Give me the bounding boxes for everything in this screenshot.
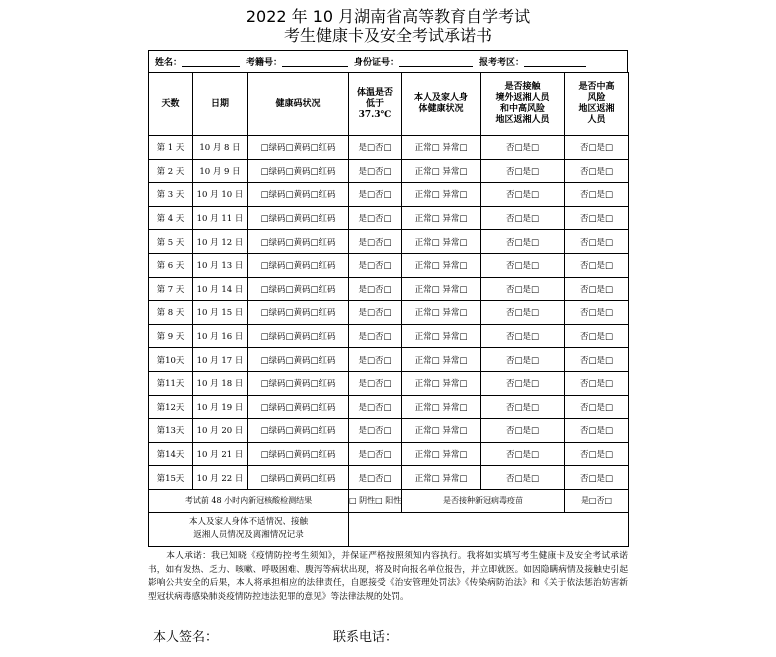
nucleic-test-options[interactable]: □ 阴性□ 阳性 (349, 489, 402, 512)
discomfort-record-row (149, 512, 629, 546)
temperature-options[interactable]: 是□否□ (349, 206, 402, 230)
day-cell: 第 9 天 (149, 324, 193, 348)
health-code-options[interactable]: □绿码□黄码□红码 (248, 419, 349, 443)
risk-area-options[interactable]: 否□是□ (565, 230, 629, 254)
family-health-options[interactable]: 正常□ 异常□ (402, 159, 481, 183)
phone-label: 联系电话： (333, 630, 399, 645)
health-code-options[interactable]: □绿码□黄码□红码 (248, 159, 349, 183)
health-code-options[interactable]: □绿码□黄码□红码 (248, 136, 349, 160)
contact-options[interactable]: 否□是□ (481, 253, 565, 277)
health-code-options[interactable]: □绿码□黄码□红码 (248, 395, 349, 419)
table-row (149, 395, 629, 419)
date-cell: 10 月 10 日 (193, 183, 248, 207)
date-cell: 10 月 22 日 (193, 466, 248, 490)
temperature-options[interactable]: 是□否□ (349, 183, 402, 207)
temperature-options[interactable]: 是□否□ (349, 371, 402, 395)
family-health-options[interactable]: 正常□ 异常□ (402, 442, 481, 466)
day-cell: 第13天 (149, 419, 193, 443)
header-day: 天数 (149, 73, 193, 136)
contact-options[interactable]: 否□是□ (481, 371, 565, 395)
contact-options[interactable]: 否□是□ (481, 230, 565, 254)
temperature-options[interactable]: 是□否□ (349, 230, 402, 254)
contact-options[interactable]: 否□是□ (481, 442, 565, 466)
contact-options[interactable]: 否□是□ (481, 348, 565, 372)
signature-label: 本人签名： (153, 630, 219, 645)
day-cell: 第 3 天 (149, 183, 193, 207)
header-date: 日期 (193, 73, 248, 136)
contact-options[interactable]: 否□是□ (481, 183, 565, 207)
header-contact: 是否接触 境外返湘人员 和中高风险 地区返湘人员 (481, 73, 565, 136)
date-cell: 10 月 21 日 (193, 442, 248, 466)
header-row (149, 73, 629, 136)
temperature-options[interactable]: 是□否□ (349, 395, 402, 419)
health-code-options[interactable]: □绿码□黄码□红码 (248, 206, 349, 230)
family-health-options[interactable]: 正常□ 异常□ (402, 348, 481, 372)
table-row (149, 466, 629, 490)
contact-options[interactable]: 否□是□ (481, 466, 565, 490)
vaccine-options[interactable]: 是□否□ (565, 489, 629, 512)
nucleic-test-label: 考试前 48 小时内新冠核酸检测结果 (149, 489, 349, 512)
health-code-options[interactable]: □绿码□黄码□红码 (248, 253, 349, 277)
name-field[interactable] (182, 56, 240, 67)
health-code-options[interactable]: □绿码□黄码□红码 (248, 371, 349, 395)
date-cell: 10 月 16 日 (193, 324, 248, 348)
temperature-options[interactable]: 是□否□ (349, 301, 402, 325)
day-cell: 第12天 (149, 395, 193, 419)
temperature-options[interactable]: 是□否□ (349, 136, 402, 160)
date-cell: 10 月 13 日 (193, 253, 248, 277)
exam-area-label: 报考考区： (479, 58, 525, 68)
date-cell: 10 月 8 日 (193, 136, 248, 160)
risk-area-options[interactable]: 否□是□ (565, 466, 629, 490)
health-code-options[interactable]: □绿码□黄码□红码 (248, 301, 349, 325)
date-cell: 10 月 9 日 (193, 159, 248, 183)
risk-area-options[interactable]: 否□是□ (565, 324, 629, 348)
day-cell: 第 2 天 (149, 159, 193, 183)
family-health-options[interactable]: 正常□ 异常□ (402, 206, 481, 230)
discomfort-record-label: 本人及家人身体不适情况、接触 返湘人员情况及离湘情况记录 (149, 512, 349, 546)
table-row (149, 371, 629, 395)
risk-area-options[interactable]: 否□是□ (565, 206, 629, 230)
table-row (149, 277, 629, 301)
table-row (149, 253, 629, 277)
discomfort-record-field[interactable] (349, 512, 629, 546)
health-code-options[interactable]: □绿码□黄码□红码 (248, 230, 349, 254)
pledge-text: 本人承诺：我已知晓《疫情防控考生须知》，并保证严格按照须知内容执行。我将如实填写考生健康卡及安全考试承诺书，如有发热、乏力、咳嗽、呼吸困难、腹泻等病状出现，将及时向报名单位报告，并立即就医。如因隐瞒病情及接触史引起影响公共安全的后果，本人将承担相应的法律责任，自愿接受《治安管理处罚法》《传染病防治法》和《关于依法惩治妨害新型冠状病毒感染肺炎疫情防控违法犯罪的意见》等法律法规的处罚。 (148, 551, 628, 602)
temperature-options[interactable]: 是□否□ (349, 253, 402, 277)
document-title-line2: 考生健康卡及安全考试承诺书 (283, 26, 492, 45)
day-cell: 第 6 天 (149, 253, 193, 277)
risk-area-options[interactable]: 否□是□ (565, 348, 629, 372)
header-temperature: 体温是否 低于 37.3℃ (349, 73, 402, 136)
date-cell: 10 月 12 日 (193, 230, 248, 254)
contact-options[interactable]: 否□是□ (481, 277, 565, 301)
contact-options[interactable]: 否□是□ (481, 324, 565, 348)
exam-no-field[interactable] (282, 56, 348, 67)
date-cell: 10 月 14 日 (193, 277, 248, 301)
risk-area-options[interactable]: 否□是□ (565, 277, 629, 301)
date-cell: 10 月 11 日 (193, 206, 248, 230)
date-cell: 10 月 19 日 (193, 395, 248, 419)
id-number-field[interactable] (399, 56, 473, 67)
contact-options[interactable]: 否□是□ (481, 395, 565, 419)
day-cell: 第 8 天 (149, 301, 193, 325)
temperature-options[interactable]: 是□否□ (349, 348, 402, 372)
temperature-options[interactable]: 是□否□ (349, 277, 402, 301)
temperature-options[interactable]: 是□否□ (349, 324, 402, 348)
family-health-options[interactable]: 正常□ 异常□ (402, 395, 481, 419)
contact-options[interactable]: 否□是□ (481, 159, 565, 183)
health-code-options[interactable]: □绿码□黄码□红码 (248, 183, 349, 207)
risk-area-options[interactable]: 否□是□ (565, 159, 629, 183)
applicant-info-bar (148, 50, 628, 72)
nucleic-vaccine-row (149, 489, 629, 512)
document-title-line1: 2022 年 10 月湖南省高等教育自学考试 (245, 7, 531, 26)
date-cell: 10 月 18 日 (193, 371, 248, 395)
table-row (149, 206, 629, 230)
family-health-options[interactable]: 正常□ 异常□ (402, 230, 481, 254)
table-row (149, 442, 629, 466)
health-code-options[interactable]: □绿码□黄码□红码 (248, 348, 349, 372)
date-cell: 10 月 15 日 (193, 301, 248, 325)
family-health-options[interactable]: 正常□ 异常□ (402, 371, 481, 395)
temperature-options[interactable]: 是□否□ (349, 442, 402, 466)
risk-area-options[interactable]: 否□是□ (565, 183, 629, 207)
date-cell: 10 月 17 日 (193, 348, 248, 372)
contact-options[interactable]: 否□是□ (481, 206, 565, 230)
risk-area-options[interactable]: 否□是□ (565, 419, 629, 443)
contact-options[interactable]: 否□是□ (481, 301, 565, 325)
day-cell: 第15天 (149, 466, 193, 490)
table-row (149, 301, 629, 325)
temperature-options[interactable]: 是□否□ (349, 159, 402, 183)
risk-area-options[interactable]: 否□是□ (565, 371, 629, 395)
day-cell: 第14天 (149, 442, 193, 466)
table-row (149, 419, 629, 443)
temperature-options[interactable]: 是□否□ (349, 466, 402, 490)
table-row (149, 324, 629, 348)
family-health-options[interactable]: 正常□ 异常□ (402, 419, 481, 443)
family-health-options[interactable]: 正常□ 异常□ (402, 301, 481, 325)
header-health-code: 健康码状况 (248, 73, 349, 136)
header-risk-area: 是否中高 风险 地区返湘 人员 (565, 73, 629, 136)
risk-area-options[interactable]: 否□是□ (565, 395, 629, 419)
risk-area-options[interactable]: 否□是□ (565, 136, 629, 160)
health-code-options[interactable]: □绿码□黄码□红码 (248, 324, 349, 348)
contact-options[interactable]: 否□是□ (481, 136, 565, 160)
day-cell: 第 4 天 (149, 206, 193, 230)
exam-no-label: 考籍号： (246, 58, 283, 68)
family-health-options[interactable]: 正常□ 异常□ (402, 183, 481, 207)
name-label: 姓名： (155, 58, 183, 68)
table-row (149, 159, 629, 183)
table-row (149, 230, 629, 254)
table-row (149, 136, 629, 160)
health-code-options[interactable]: □绿码□黄码□红码 (248, 442, 349, 466)
day-cell: 第 5 天 (149, 230, 193, 254)
temperature-options[interactable]: 是□否□ (349, 419, 402, 443)
contact-options[interactable]: 否□是□ (481, 419, 565, 443)
date-cell: 10 月 20 日 (193, 419, 248, 443)
table-row (149, 348, 629, 372)
risk-area-options[interactable]: 否□是□ (565, 301, 629, 325)
day-cell: 第 7 天 (149, 277, 193, 301)
family-health-options[interactable]: 正常□ 异常□ (402, 136, 481, 160)
exam-area-field[interactable] (524, 56, 586, 67)
day-cell: 第 1 天 (149, 136, 193, 160)
risk-area-options[interactable]: 否□是□ (565, 253, 629, 277)
day-cell: 第10天 (149, 348, 193, 372)
health-code-options[interactable]: □绿码□黄码□红码 (248, 466, 349, 490)
header-family-health: 本人及家人身 体健康状况 (402, 73, 481, 136)
family-health-options[interactable]: 正常□ 异常□ (402, 466, 481, 490)
health-code-options[interactable]: □绿码□黄码□红码 (248, 277, 349, 301)
day-cell: 第11天 (149, 371, 193, 395)
vaccine-label: 是否接种新冠病毒疫苗 (402, 489, 565, 512)
table-row (149, 183, 629, 207)
family-health-options[interactable]: 正常□ 异常□ (402, 324, 481, 348)
family-health-options[interactable]: 正常□ 异常□ (402, 277, 481, 301)
id-number-label: 身份证号： (354, 58, 400, 68)
family-health-options[interactable]: 正常□ 异常□ (402, 253, 481, 277)
risk-area-options[interactable]: 否□是□ (565, 442, 629, 466)
health-record-table (148, 72, 629, 547)
